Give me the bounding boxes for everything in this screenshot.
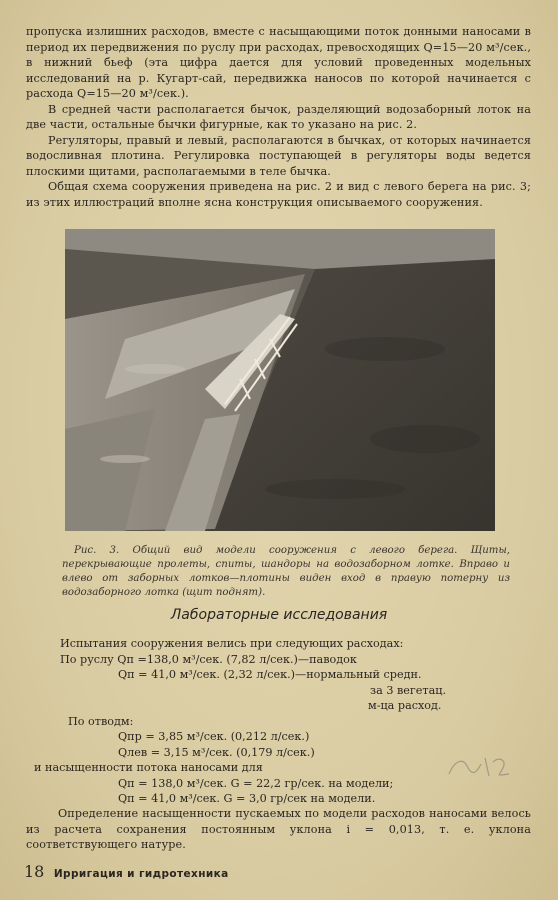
lab-line-2: По руслу Qп =138,0 м³/сек. (7,82 л/сек.)—паводок <box>60 652 357 666</box>
page-footer <box>24 862 229 881</box>
lab-line-10: Qп = 138,0 м³/сек. G = 22,2 гр/сек. на модели; <box>118 776 394 790</box>
lab-line-8: Qлев = 3,15 м³/сек. (0,179 л/сек.) <box>118 745 315 759</box>
journal-title: Ирригация и гидротехника <box>53 868 229 880</box>
paragraph-2: В средней части располагается бычок, разделяющий водозаборный лоток на две части, остальные бычки фигурные, как то указано на рис. 2. <box>26 102 531 131</box>
intro-text <box>26 24 531 210</box>
figure-caption: Рис. 3. Общий вид модели сооружения с левого берега. Щиты, перекрывающие пролеты, спиты, шандоры на водозаборном лотке. Вправо и влево от заборных лотков—плотины виден вход в правую потерну из водозаборного лотка (щит поднят). <box>62 545 510 598</box>
lab-line-1: Испытания сооружения велись при следующих расходах: <box>60 637 404 650</box>
lab-line-11: Qп = 41,0 м³/сек. G = 3,0 гр/сек на модели. <box>118 792 376 805</box>
model-photo <box>65 229 495 531</box>
lab-line-6: По отводм: <box>68 714 134 728</box>
lab-line-4: за 3 вегетац. <box>370 683 447 697</box>
lab-line-5: м-ца расход. <box>368 699 442 712</box>
lab-line-9: и насыщенности потока наносами для <box>34 761 263 774</box>
page-number: 18 <box>24 862 45 881</box>
section-title: Лабораторные исследования <box>170 607 388 623</box>
pencil-scribble-icon <box>445 752 515 782</box>
lab-line-7: Qпр = 3,85 м³/сек. (0,212 л/сек.) <box>118 730 310 743</box>
paragraph-4: Общая схема сооружения приведена на рис. 2 и вид с левого берега на рис. 3; из этих иллюстраций вполне ясна конструкция описываемого сооружения. <box>26 180 531 209</box>
model-photo-image <box>65 229 495 531</box>
paragraph-1: пропуска излишних расходов, вместе с насыщающими поток донными наносами в период их передвижения по руслу при расходах, превосходящих Q=15—20 м³/сек., в нижний бьеф (эта цифра дается для условий проведенных модельных исследований на р. Кугарт-сай, передвижка наносов по которой начинается с расхода Q=15—20 м³/сек.). <box>26 25 531 100</box>
paragraph-3: Регуляторы, правый и левый, располагаются в бычках, от которых начинается водосливная плотина. Регулировка поступающей в регуляторы воды ведется плоскими щитами, располагаемыми в теле бычка. <box>26 133 531 178</box>
lab-line-3: Qп = 41,0 м³/сек. (2,32 л/сек.)—нормальный средн. <box>118 668 422 681</box>
lab-conclusion: Определение насыщенности пускаемых по модели расходов наносами велось из расчета сохранения постоянным уклона i = 0,013, т. е. уклона соответствующего натуре. <box>26 807 531 851</box>
